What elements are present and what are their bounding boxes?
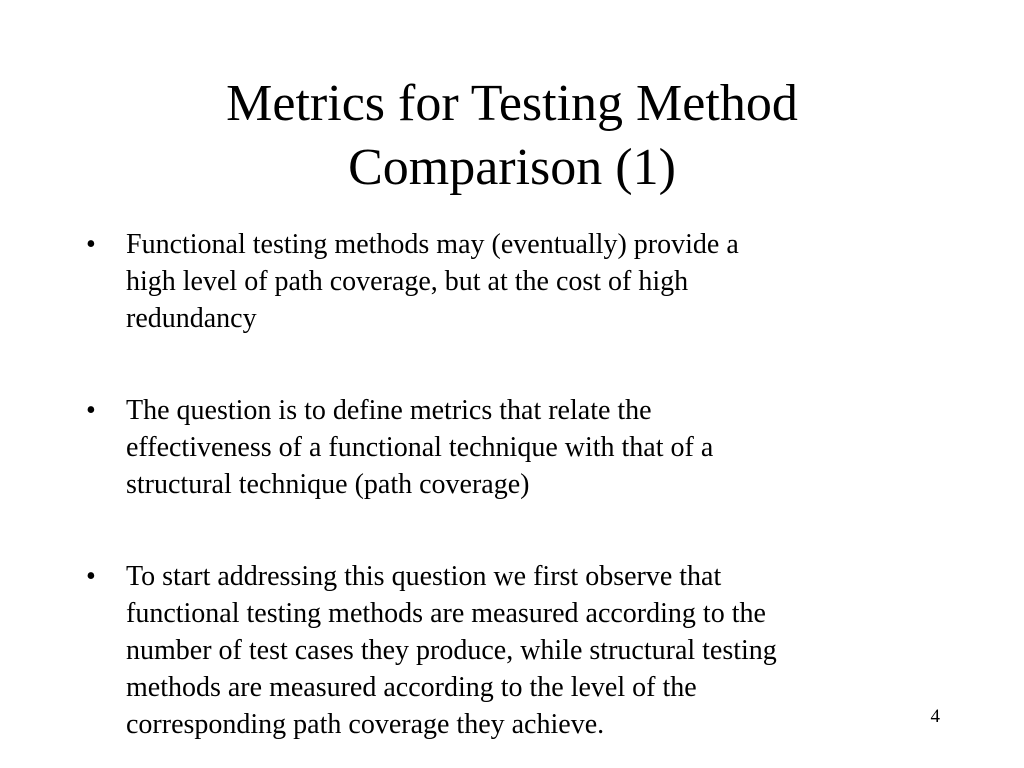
- bullet-icon: •: [86, 561, 96, 592]
- bullet-line: corresponding path coverage they achieve.: [126, 709, 605, 740]
- bullet-line: redundancy: [126, 303, 257, 334]
- slide-title: [80, 72, 944, 200]
- bullet-line: The question is to define metrics that relate the: [126, 395, 652, 426]
- bullet-item-3: [86, 558, 956, 743]
- bullet-item-2: [86, 392, 956, 503]
- bullet-line: functional testing methods are measured according to the: [126, 598, 766, 629]
- slide-number: 4: [930, 706, 940, 727]
- slide-title-line-2: Comparison (1): [348, 139, 676, 196]
- bullet-icon: •: [86, 395, 96, 426]
- bullet-item-1: [86, 226, 956, 337]
- bullet-line: structural technique (path coverage): [126, 469, 530, 500]
- bullet-line: methods are measured according to the level of the: [126, 672, 697, 703]
- bullet-line: To start addressing this question we first observe that: [126, 561, 722, 592]
- bullet-line: high level of path coverage, but at the cost of high: [126, 266, 689, 297]
- slide-title-line-1: Metrics for Testing Method: [226, 75, 798, 132]
- bullet-line: number of test cases they produce, while structural testing: [126, 635, 777, 666]
- bullet-line: effectiveness of a functional technique with that of a: [126, 432, 714, 463]
- bullet-text-3: [126, 558, 956, 743]
- bullet-text-1: [126, 226, 956, 337]
- bullet-line: Functional testing methods may (eventually) provide a: [126, 229, 739, 260]
- bullet-text-2: [126, 392, 956, 503]
- bullet-list: [86, 226, 956, 768]
- bullet-icon: •: [86, 229, 96, 260]
